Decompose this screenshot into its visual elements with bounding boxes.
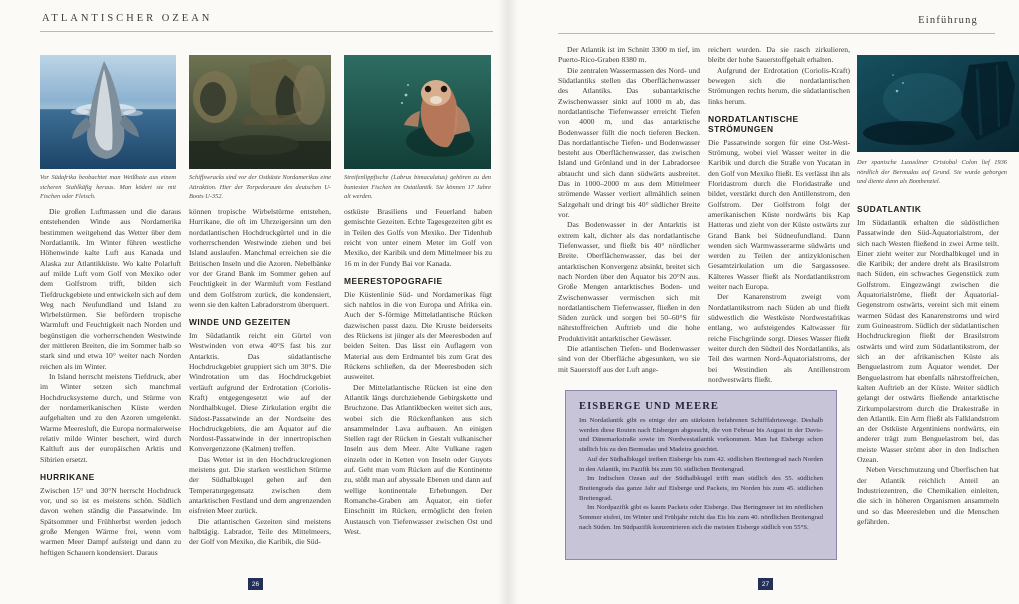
section-heading: NORDATLANTISCHE STRÖMUNGEN — [708, 113, 799, 134]
text-column — [40, 207, 181, 589]
cristobal-colon-wreck-photo — [857, 55, 1019, 152]
paragraph: Die Passatwinde sorgen für eine Ost-West-Strömung, wobei viel Wasser weiter in die Karibik und durch die Straße von Yucatan in den Golf von Mexiko fließt. Es verlässt ihn als Floridastrom durch die Floridastraße und bildet, verstärkt durch den Antillenstrom, den Golfstrom. Der Golfstrom folgt der amerikanischen Küste nordwärts bis Kap Hatteras und zieht von der Küste ostwärts zur Grand Bank bei Südneufundland. Dann wenden sich Warmwasserarme südwärts und werden zu Teilen der antizyklonischen Gesamtzirkulation um die Sargassosee. Kälteres Wasser fließt als Nordatlantikstrom weiter nach Europa. — [708, 137, 850, 292]
wrasse-fish-photo — [344, 55, 491, 169]
infobox-paragraph: Im Indischen Ozean auf der Südhalbkugel trifft man südlich des 55. südlichen Breitengrads das ganze Jahr auf Eisberge und Packeis, im Norden bis zum 45. südlichen Breitengrad. — [579, 475, 823, 502]
white-shark-photo — [40, 55, 176, 169]
photo-caption: Schiffswracks sind vor der Ostküste Nordamerikas eine Attraktion. Hier der Torpedoraum des deutschen U-Boots U-352. — [189, 174, 331, 201]
infobox-paragraph: Im Nordatlantik gibt es einige der am stärksten befahrenen Schifffahrtswege. Deshalb werden diese Routen nach Eisbergen abgesucht, die von Februar bis August in der Davis- und Dänemarkstraße sowie im Nordwestatlantik vorkommen. Man hat Eisberge schon südlich bis zu den Bermudas und Madeira gesichtet. — [579, 417, 823, 454]
page-left — [0, 0, 505, 604]
paragraph: Zwischen 15° und 30°N herrscht Hochdruck vor, und so ist es meistens schön. Südlich davon wehen ständig die Passatwinde. Im Spätsommer und Frühherbst werden jedoch große Mengen Wärme frei, wenn vom warmen Meer Dampf aufsteigt und dann zu heftigen Schauern kondensiert. Daraus — [40, 485, 181, 557]
section-heading: SÜDATLANTIK — [857, 205, 922, 214]
paragraph: Die atlantischen Tiefen- und Bodenwasser sind von der Oberfläche abgesunken, wo sie mit Sauerstoff aus der Luft ange- — [558, 344, 700, 374]
text-column — [189, 207, 331, 589]
paragraph: Das Wetter ist in den Hochdruckregionen meistens gut. Die starken westlichen Stürme der Südhalbkugel gehen auf den Temperaturgegensatz zwischen dem antarktischen Festland und dem angrenzenden eisfreien Meer zurück. — [189, 454, 331, 516]
paragraph: In Island herrscht meistens Tiefdruck, aber im Winter setzen sich manchmal Hochdrucksysteme durch, und Stürme von der nordamerikanischen Küste werden aufgehalten und zu den Azoren umgelenkt. Warme Meeresluft, die Europa normalerweise relativ milde Winter beschert, wird durch Kaltluft aus der europäischen Arktis und Sibirien ersetzt. — [40, 372, 181, 464]
infobox-paragraph: Auf der Südhalbkugel treiben Eisberge bis zum 42. südlichen Breitengrad nach Norden in den Atlantik, im Pazifik bis zum 50. südlichen Breitengrad. — [579, 455, 823, 473]
paragraph: Die großen Luftmassen und die daraus entstehenden Winde aus Nordamerika bestimmen weitgehend das Wetter über dem Nordatlantik. Im Winter führen westliche Höhenwinde kalte Luft aus Kanada und Alaska zur Atlantikküste. Wo kalte Polarluft auf milde Luft vom Golf von Mexiko oder dem Golfstrom trifft, bilden sich Tiefdruckgebiete und entwickeln sich auf dem Weg nach Neufundland und Island zu Wirbelstürmen. Sie befördern tropische Warmluft und Feuchtigkeit nach Norden und begünstigen die vorherrschenden Westwinde der mittleren Breiten, die im Sommer halb so stark sind und etwa 10° weiter nach Norden reichen als im Winter. — [40, 207, 181, 371]
paragraph: Das Bodenwasser in der Antarktis ist extrem kalt, dichter als das nordatlantische Tiefenwasser, und fließt bis 40° nördlicher Breite. Oberflächenwasser, das bei der antarktischen Konvergenz absinkt, breitet sich nach Norden über den Äquator bis 20°N aus. Große Mengen antarktisches Boden- und Zwischenwasser vermischen sich mit nordatlantischem Tiefenwasser, fließen in den Süden zurück und sorgen bei 50–60°S für nährstoffreichen Auftrieb und die hohe Produktivität antarktischer Gewässer. — [558, 220, 700, 343]
page-number-badge: 27 — [758, 578, 773, 590]
paragraph: ostküste Brasiliens und Feuerland haben gemischte Gezeiten. Echte Tagesgezeiten gibt es in Teilen des Golfs von Mexiko. Der Tidenhub reicht von unter einem Meter im Golf von Mexiko, der Karibik und dem Mittelmeer bis zu 16 m in der Fundy Bai vor Kanada. — [344, 207, 492, 268]
paragraph: reichert wurden. Da sie rasch zirkulieren, bleibt der hohe Sauerstoffgehalt erhalten. — [708, 45, 850, 65]
paragraph: Im Südatlantik erhalten die südöstlichen Passatwinde den Süd-Äquatorialstrom, der sich nach Westen fließend in zwei Arme teilt. Einer zieht weiter zur Nordhalbkugel und in die Karibik; der andere dreht als Brasilstrom nach Süden, ein schwaches Gegenstück zum Golfstrom. Eingezwängt zwischen die Äquatorialströme, fließt der Äquatorial-Gegenstrom ostwärts, vereint sich mit einem warmen Südast des Kanarenstroms und wird zum Guineastrom. Südlich der südatlantischen Hochdruckregion fließt der Brasilstrom ostwärts und wird zum Südatlantikstrom, der sich an der afrikanischen Küste als Benguelastrom zum Äquator wendet. Der Benguelastrom hat ebenfalls nährstoffreichen, kalten Auftrieb an der Küste. Weiter südlich gelangt der ostwärts fließende antarktische Zirkumpolarstrom durch die Drakestraße in den Atlantik. Ein Arm fließt als Falklandstrom an der Ostküste Argentiniens nordwärts, ein anderer trägt zum Benguelastrom bei, das meiste Wasser strömt aber in den Indischen Ozean. — [857, 217, 999, 465]
page-header-title-right: Einführung — [918, 15, 978, 26]
page-number-badge: 26 — [248, 578, 263, 590]
paragraph: Die atlantischen Gezeiten sind meistens halbtägig. Labrador, Teile des Mittelmeers, der Golf von Mexiko, die Karibik, die Süd- — [189, 516, 331, 547]
paragraph: Der Atlantik ist im Schnitt 3300 m tief, im Puerto-Rico-Graben 8380 m. — [558, 45, 700, 65]
infobox-paragraph: Im Nordpazifik gibt es kaum Packeis oder Eisberge. Das Beringmeer ist im nördlichen Sommer eisfrei, im Winter und Frühjahr reicht das Eis bis zum 40. nördlichen Breitengrad nach Süden. Im Südpazifik konzentrieren sich die meisten Eisberge südlich von 55°S. — [579, 504, 823, 531]
paragraph: Der Mittelatlantische Rücken ist eine den Atlantik längs durchziehende Gebirgskette und Bruchzone. Das Atlantikbecken weitet sich aus, wobei sich die Rückenflanken aus sich ansammelnder Lava aufbauen. An einigen Stellen ragt der Rücken in Gestalt vulkanischer Inseln aus dem Meer. Alte Vulkane ragen einzeln oder in Ketten von Inseln oder Guyots auf. Geht man vom Rücken auf die Kontinente zu, stößt man auf abyssale Ebenen und dann auf wellige kontinentale Erhebungen. Der Romanche-Graben am Äquator, ein tiefer Einschnitt im Rücken, ermöglicht den freien Austausch von Tiefenwasser zwischen Ost und West. — [344, 382, 492, 536]
shipwreck-torpedo-room-photo — [189, 55, 331, 169]
text-column — [708, 45, 850, 383]
text-column — [857, 205, 999, 565]
icebergs-infobox — [565, 390, 837, 560]
text-column — [558, 45, 700, 383]
paragraph: Aufgrund der Erdrotation (Coriolis-Kraft) bewegen sich die nordatlantischen Strömungen rechts herum, die südatlantischen links herum. — [708, 65, 850, 106]
infobox-title: EISBERGE UND MEERE — [579, 401, 719, 412]
page-right — [505, 0, 1019, 604]
page-header-title-left: ATLANTISCHER OZEAN — [42, 13, 213, 24]
paragraph: Neben Verschmutzung und Überfischen hat der Atlantik reichlich Anteil an Industriezentren, die Chemikalien einleiten, die sich in höheren Organismen ansammeln und so das Meeresleben und die Menschen gefährden. — [857, 465, 999, 526]
header-rule-left — [40, 31, 493, 32]
paragraph: Der Kanarenstrom zweigt vom Nordatlantikstrom nach Süden ab und fließt südwestlich die Westküste Nordwestafrikas entlang, wo aufsteigendes Kaltwasser für reiche Fischgründe sorgt. Dieses Wasser fließt weiter durch den Südteil des Nordatlantiks, als Teil des warmen Nord-Äquatorialstroms, der bei Westindien als Antillenstrom nordwestwärts fließt. — [708, 292, 850, 383]
photo-caption: Vor Südafrika beobachtet man Weißhaie aus einem sicheren Stahlkäfig heraus. Man ködert sie mit Fischen oder Fleisch. — [40, 174, 176, 201]
section-heading: WINDE UND GEZEITEN — [189, 317, 291, 328]
photo-caption: Streifenlippfische (Labrus bimaculatus) gehören zu den buntesten Fischen im Ostatlantik. Sie können 17 Jahre alt werden. — [344, 174, 491, 201]
section-heading: HURRIKANE — [40, 471, 95, 482]
header-rule-right — [558, 33, 995, 34]
paragraph: Im Südatlantik reicht ein Gürtel von Westwinden von etwa 40°S fast bis zur Antarktis. Das südatlantische Hochdruckgebiet gruppiert sich um 30°S. Die Windrotation um das Hochdruckgebiet verläuft aufgrund der Erdrotation (Coriolis-Kraft) entgegengesetzt wie auf der Nordhalbkugel. Diese Zirkulation ergibt die Südost-Passatwinde an der Nordseite des Hochdruckgebiets, die am Äquator auf die Nordost-Passatwinde in der innertropischen Konvergenzzone (Kalmen) treffen. — [189, 331, 331, 454]
paragraph: Die zentralen Wassermassen des Nord- und Südatlantiks stellen das Oberflächenwasser des Atlantiks. Das subantarktische Zwischenwasser sinkt auf 1000 m ab, das nordatlantische Tiefenwasser erreicht Tiefen von 4000 m, und das antarktische Bodenwasser füllt die noch tieferen Becken. Das nordatlantische Tiefen- und Bodenwasser besteht aus Oberflächenwasser, das zwischen Island und Grönland und in der Labradorsee abtaucht und sich dann südwärts ausbreitet. Das in 1000–2000 m aus dem Mittelmeer strömende Wasser verliert allmählich seinen Salzgehalt und dringt bis 40° südlicher Breite vor. — [558, 65, 700, 219]
section-heading: MEERESTOPOGRAFIE — [344, 275, 443, 286]
paragraph: können tropische Wirbelstürme entstehen, Hurrikane, die oft im Uhrzeigersinn um den nordatlantischen Hochdruckgürtel und in die vorherrschenden Westwinde ziehen und bei Island auslaufen. Manchmal erreichen sie die Britischen Inseln und die Azoren. Nebelbänke vor der Grand Bank im Sommer gehen auf Feuchtigkeit in der Warmluft vom Festland und dem Golfstrom zurück, die kondensiert, wenn sie den kalten Labradorstrom überquert. — [189, 207, 331, 309]
text-column — [344, 207, 492, 589]
photo-caption: Der spanische Luxusliner Cristobal Colon lief 1936 nördlich der Bermudas auf Grund. Sie wurde geborgen und diente dann als Bombenziel. — [857, 159, 1007, 186]
paragraph: Die Küstenlinie Süd- und Nordamerikas fügt sich nahtlos in die von Europa und Afrika ein. Auch der S-förmige Mittelatlantische Rücken dazwischen passt dazu. Die Kruste beiderseits des Rückens ist jünger als der Meeresboden auf beiden Seiten. Das lässt ein Auflagern von Material aus dem Erdmantel bis zum Grat des Rückens schließen, da der Meeresboden sich ausweitet. — [344, 289, 492, 382]
